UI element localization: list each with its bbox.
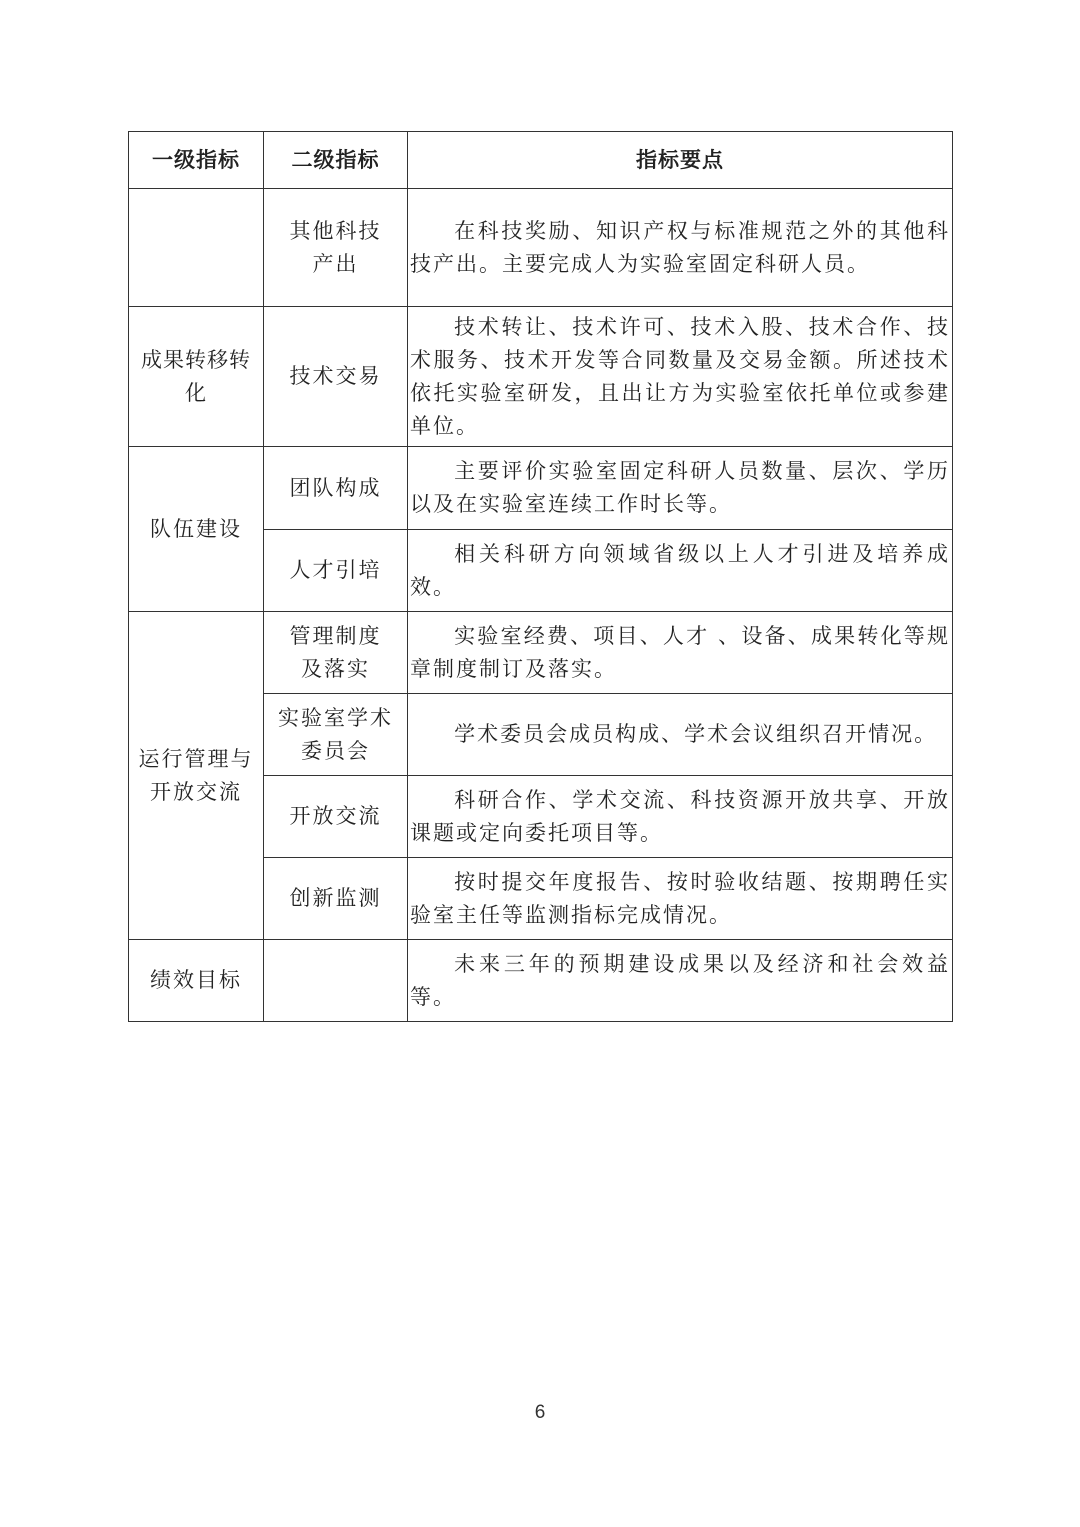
key-points-cell — [408, 858, 953, 940]
key-points-text: 实验室经费、项目、人才 、设备、成果转化等规章制度制订及落实。 — [410, 623, 950, 681]
level2-cell — [264, 189, 408, 307]
level1-cell: 成果转移转化 — [129, 307, 264, 447]
level2-label: 管理制度及落实 — [289, 623, 382, 681]
key-points-text: 未来三年的预期建设成果以及经济和社会效益等。 — [410, 951, 950, 1009]
key-points-text: 科研合作、学术交流、科技资源开放共享、开放课题或定向委托项目等。 — [410, 787, 950, 845]
level1-cell: 绩效目标 — [129, 940, 264, 1022]
level1-cell — [129, 612, 264, 940]
key-points-text: 相关科研方向领域省级以上人才引进及培养成效。 — [410, 541, 950, 599]
level1-label: 运行管理与开放交流 — [138, 746, 254, 804]
level1-cell: 队伍建设 — [129, 447, 264, 612]
header-level1: 一级指标 — [129, 132, 264, 189]
key-points-cell — [408, 776, 953, 858]
level2-label: 实验室学术委员会 — [278, 705, 393, 763]
key-points-cell — [408, 307, 953, 447]
level2-cell: 创新监测 — [264, 858, 408, 940]
level2-label: 其他科技产出 — [289, 218, 382, 276]
key-points-cell — [408, 612, 953, 694]
level2-cell: 团队构成 — [264, 447, 408, 530]
key-points-cell — [408, 940, 953, 1022]
level2-cell — [264, 612, 408, 694]
level2-cell — [264, 940, 408, 1022]
table-row — [129, 940, 953, 1022]
level2-cell: 开放交流 — [264, 776, 408, 858]
key-points-cell — [408, 189, 953, 307]
indicator-table — [128, 131, 953, 1022]
key-points-text: 按时提交年度报告、按时验收结题、按期聘任实验室主任等监测指标完成情况。 — [410, 869, 950, 927]
key-points-text: 主要评价实验室固定科研人员数量、层次、学历以及在实验室连续工作时长等。 — [410, 459, 950, 516]
level2-cell — [264, 694, 408, 776]
header-key-points: 指标要点 — [408, 132, 953, 189]
header-level2: 二级指标 — [264, 132, 408, 189]
level1-cell — [129, 189, 264, 307]
page-number: 6 — [534, 1402, 546, 1423]
table-row — [129, 189, 953, 307]
level2-cell: 人才引培 — [264, 530, 408, 612]
level2-cell: 技术交易 — [264, 307, 408, 447]
key-points-text: 在科技奖励、知识产权与标准规范之外的其他科技产出。主要完成人为实验室固定科研人员。 — [410, 218, 950, 276]
table-header-row — [129, 132, 953, 189]
key-points-cell — [408, 694, 953, 776]
key-points-text: 技术转让、技术许可、技术入股、技术合作、技术服务、技术开发等合同数量及交易金额。所述技术依托实验室研发，且出让方为实验室依托单位或参建单位。 — [410, 314, 950, 438]
table-row — [129, 612, 953, 694]
key-points-text: 学术委员会成员构成、学术会议组织召开情况。 — [454, 722, 938, 746]
table-row — [129, 307, 953, 447]
table-row — [129, 447, 953, 530]
key-points-cell — [408, 447, 953, 530]
key-points-cell — [408, 530, 953, 612]
